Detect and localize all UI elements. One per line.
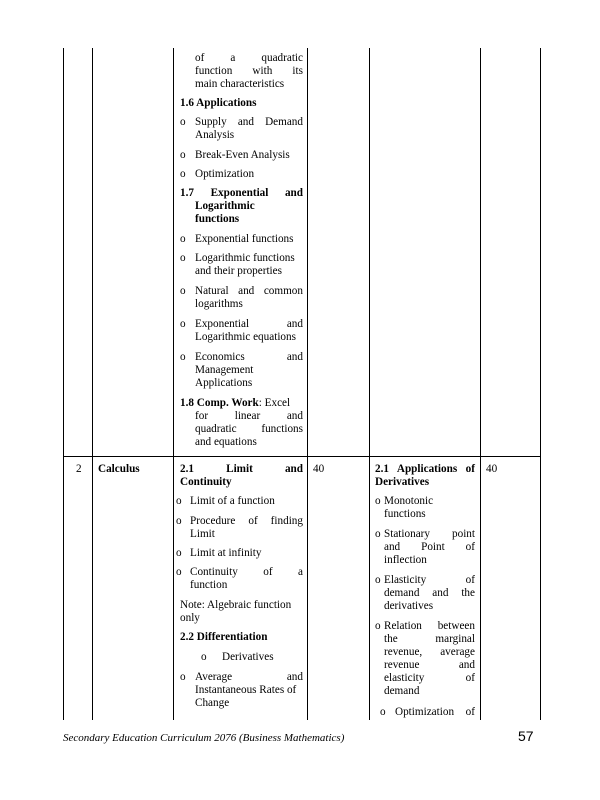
bullet-icon: o bbox=[375, 620, 381, 632]
list-item: Exponential functions bbox=[195, 233, 294, 245]
list-item: Optimization of bbox=[395, 706, 475, 718]
exponential-heading-line: Logarithmic bbox=[195, 200, 255, 212]
bullet-icon: o bbox=[380, 706, 386, 718]
list-item: Procedure of finding bbox=[190, 515, 303, 527]
applications-derivatives-heading: 2.1 Applications of bbox=[375, 463, 475, 475]
list-item: Natural and common bbox=[195, 285, 303, 297]
bullet-icon: o bbox=[180, 168, 186, 180]
list-item: logarithms bbox=[195, 298, 243, 310]
comp-work-label: 1.8 Comp. Work bbox=[180, 397, 259, 409]
comp-work-line: for linear and bbox=[195, 410, 303, 422]
list-item: Monotonic bbox=[384, 495, 434, 507]
list-item: and their properties bbox=[195, 265, 282, 277]
bullet-icon: o bbox=[180, 285, 186, 297]
bullet-icon: o bbox=[180, 671, 186, 683]
list-item: function bbox=[190, 579, 228, 591]
row1-text-line: main characteristics bbox=[195, 78, 285, 90]
limit-heading: 2.1 Limit and bbox=[180, 463, 303, 475]
list-item: Logarithmic equations bbox=[195, 331, 296, 343]
page-number: 57 bbox=[518, 728, 534, 744]
bullet-icon: o bbox=[180, 252, 186, 264]
list-item: Average and bbox=[195, 671, 303, 683]
list-item: Limit bbox=[190, 528, 215, 540]
bullet-icon: o bbox=[176, 515, 182, 527]
list-item: Optimization bbox=[195, 168, 255, 180]
row1-text-line: function with its bbox=[195, 65, 303, 77]
list-item: Management bbox=[195, 364, 254, 376]
list-item: Derivatives bbox=[222, 651, 274, 663]
list-item: Applications bbox=[195, 377, 253, 389]
limit-heading-line: Continuity bbox=[180, 476, 232, 488]
list-item: Change bbox=[195, 697, 230, 709]
comp-work-line: and equations bbox=[195, 436, 257, 448]
applications-derivatives-heading-line: Derivatives bbox=[375, 476, 430, 488]
list-item: Continuity of a bbox=[190, 566, 303, 578]
list-item: Analysis bbox=[195, 129, 235, 141]
list-item: Instantaneous Rates of bbox=[195, 684, 297, 696]
exponential-heading: 1.7 Exponential and bbox=[180, 187, 303, 199]
bullet-icon: o bbox=[180, 149, 186, 161]
serial-number: 2 bbox=[76, 463, 82, 475]
list-item: revenue, average bbox=[384, 646, 475, 658]
list-item: demand and the bbox=[384, 587, 475, 599]
list-item: the marginal bbox=[384, 633, 475, 645]
list-item: Economics and bbox=[195, 351, 303, 363]
hours-value: 40 bbox=[313, 463, 325, 475]
comp-work-line bbox=[180, 397, 304, 411]
list-item: Relation between bbox=[384, 620, 475, 632]
bullet-icon: o bbox=[180, 233, 186, 245]
list-item: Elasticity of bbox=[384, 574, 475, 586]
hours-value: 40 bbox=[486, 463, 498, 475]
bullet-icon: o bbox=[176, 566, 182, 578]
list-item: elasticity of bbox=[384, 672, 475, 684]
bullet-icon: o bbox=[176, 495, 182, 507]
row1-text-line: of a quadratic bbox=[195, 52, 303, 64]
exponential-heading-line: functions bbox=[195, 213, 240, 225]
comp-work-text: : Excel bbox=[258, 397, 291, 409]
bullet-icon: o bbox=[375, 528, 381, 540]
note-text: only bbox=[180, 612, 200, 624]
list-item: Exponential and bbox=[195, 318, 303, 330]
list-item: Supply and Demand bbox=[195, 116, 303, 128]
list-item: Break-Even Analysis bbox=[195, 149, 290, 161]
bullet-icon: o bbox=[201, 651, 207, 663]
differentiation-heading: 2.2 Differentiation bbox=[180, 631, 268, 643]
applications-heading: 1.6 Applications bbox=[180, 97, 257, 109]
footer-title: Secondary Education Curriculum 2076 (Business Mathematics) bbox=[63, 732, 345, 744]
list-item: and Point of bbox=[384, 541, 475, 553]
bullet-icon: o bbox=[375, 574, 381, 586]
list-item: inflection bbox=[384, 554, 427, 566]
list-item: Stationary point bbox=[384, 528, 475, 540]
comp-work-line: quadratic functions bbox=[195, 423, 303, 435]
list-item: derivatives bbox=[384, 600, 434, 612]
bullet-icon: o bbox=[180, 351, 186, 363]
list-item: Limit of a function bbox=[190, 495, 275, 507]
list-item: functions bbox=[384, 508, 426, 520]
bullet-icon: o bbox=[180, 116, 186, 128]
unit-name: Calculus bbox=[98, 463, 140, 475]
bullet-icon: o bbox=[375, 495, 381, 507]
bullet-icon: o bbox=[180, 318, 186, 330]
note-text: Note: Algebraic function bbox=[180, 599, 292, 611]
list-item: Logarithmic functions bbox=[195, 252, 295, 264]
list-item: Limit at infinity bbox=[190, 547, 262, 559]
list-item: revenue and bbox=[384, 659, 475, 671]
list-item: demand bbox=[384, 685, 420, 697]
bullet-icon: o bbox=[176, 547, 182, 559]
